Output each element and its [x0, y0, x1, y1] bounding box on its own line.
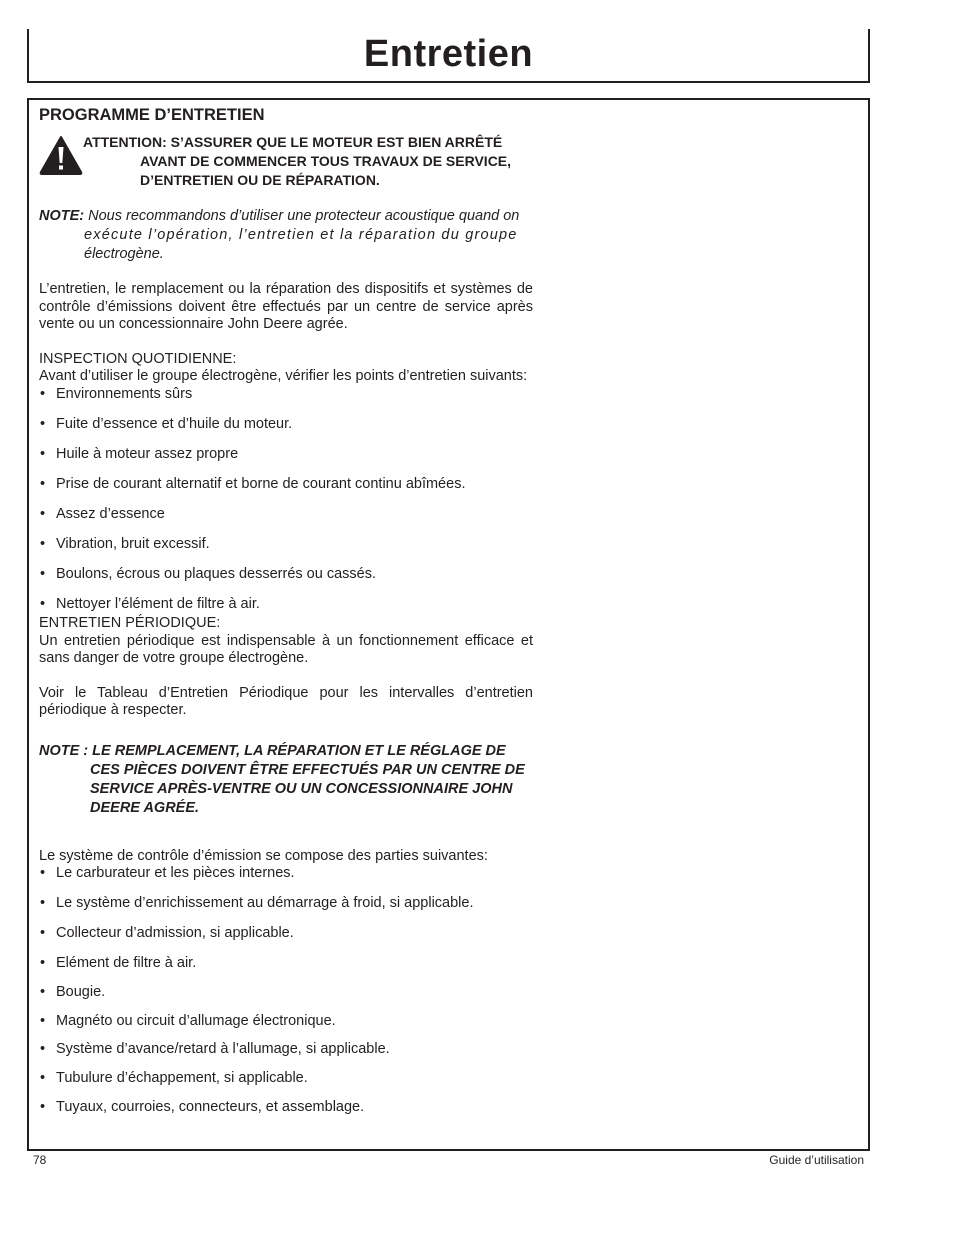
warning-triangle-icon	[39, 135, 83, 175]
list-item: • Assez d’essence	[39, 506, 547, 524]
note-line-2: exécute l’opération, l’entretien et la réparation du groupe	[84, 227, 518, 243]
list-item: • Huile à moteur assez propre	[39, 446, 547, 464]
note2-line-3: SERVICE APRÈS-VENTRE OU UN CONCESSIONNAIRE JOHN	[90, 780, 513, 797]
daily-inspection-intro: Avant d’utiliser le groupe électrogène, vérifier les points d’entretien suivants:	[39, 368, 528, 384]
attention-line-2: AVANT DE COMMENCER TOUS TRAVAUX DE SERVICE,	[140, 153, 512, 169]
note-label: NOTE:	[39, 208, 85, 224]
list-item: • Bougie.	[39, 984, 547, 1002]
note2-line-2: CES PIÈCES DOIVENT ÊTRE EFFECTUÉS PAR UN CENTRE DE	[90, 761, 525, 778]
note-hearing-protection	[39, 207, 533, 264]
list-item: • Le système d’enrichissement au démarrage à froid, si applicable.	[39, 895, 547, 913]
list-item: • Le carburateur et les pièces internes.	[39, 865, 547, 883]
list-item: • Nettoyer l’élément de filtre à air.	[39, 596, 547, 614]
maintenance-column	[39, 105, 547, 1128]
note-line-1: Nous recommandons d’utiliser une protecteur acoustique quand on	[84, 208, 520, 224]
list-item: • Prise de courant alternatif et borne de courant continu abîmées.	[39, 476, 547, 494]
list-item: • Collecteur d’admission, si applicable.	[39, 925, 547, 943]
daily-inspection-heading: INSPECTION QUOTIDIENNE:	[39, 350, 237, 367]
list-item: • Environnements sûrs	[39, 386, 547, 404]
list-item: • Vibration, bruit excessif.	[39, 536, 547, 554]
note-authorized-service	[39, 742, 549, 818]
periodic-text: Un entretien périodique est indispensable à un fonctionnement efficace et sans danger de votre groupe électrogène.	[39, 632, 533, 666]
periodic-table-text: Voir le Tableau d’Entretien Périodique pour les intervalles d’entretien périodique à respecter.	[39, 684, 533, 718]
attention-line-3: D’ENTRETIEN OU DE RÉPARATION.	[140, 172, 380, 188]
attention-line-1: ATTENTION: S’ASSURER QUE LE MOTEUR EST BIEN ARRÊTÉ	[83, 134, 503, 150]
list-item: • Système d’avance/retard à l’allumage, si applicable.	[39, 1041, 547, 1059]
list-item: • Boulons, écrous ou plaques desserrés ou cassés.	[39, 566, 547, 584]
emission-system-list	[39, 865, 547, 1116]
note2-line-1: NOTE : LE REMPLACEMENT, LA RÉPARATION ET LE RÉGLAGE DE	[39, 742, 506, 759]
note2-line-4: DEERE AGRÉE.	[90, 799, 200, 816]
periodic-heading: ENTRETIEN PÉRIODIQUE:	[39, 615, 221, 631]
footer-document-title: Guide d’utilisation	[769, 1153, 864, 1167]
page-title: Entretien	[363, 33, 534, 75]
list-item: • Tubulure d’échappement, si applicable.	[39, 1070, 547, 1088]
attention-block	[39, 133, 533, 190]
emission-system-intro: Le système de contrôle d’émission se compose des parties suivantes:	[39, 847, 488, 864]
note-line-3: électrogène.	[84, 246, 164, 262]
list-item: • Magnéto ou circuit d’allumage électronique.	[39, 1013, 547, 1031]
section-heading: PROGRAMME D’ENTRETIEN	[39, 106, 265, 124]
list-item: • Fuite d’essence et d’huile du moteur.	[39, 416, 547, 434]
emissions-service-paragraph: L’entretien, le remplacement ou la réparation des dispositifs et systèmes de contrôle d’émissions doivent être effectués par un centre de service après vente ou un concessionnaire John Deere agrée.	[39, 281, 533, 332]
page-number: 78	[33, 1153, 47, 1167]
list-item: • Tuyaux, courroies, connecteurs, et assemblage.	[39, 1099, 547, 1117]
daily-inspection-list	[39, 386, 547, 614]
title-box	[27, 29, 870, 83]
list-item: • Elément de filtre à air.	[39, 955, 547, 973]
